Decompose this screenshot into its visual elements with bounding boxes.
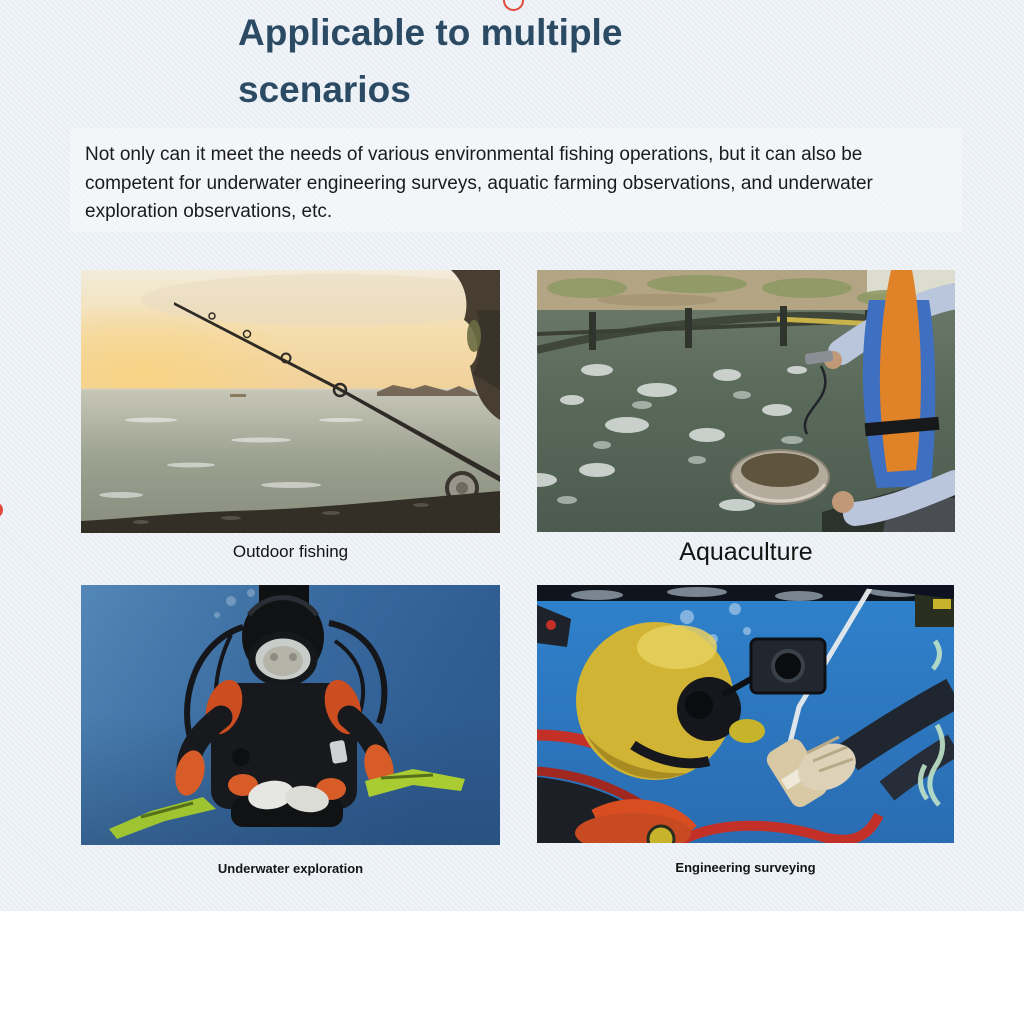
underwater-exploration-photo: [81, 585, 500, 845]
gallery-item-outdoor-fishing: [81, 270, 500, 562]
caption-engineering-surveying: Engineering surveying: [675, 860, 816, 875]
bottom-spacer: [0, 911, 1024, 1016]
aquaculture-photo: [537, 270, 955, 532]
caption-aquaculture: Aquaculture: [679, 538, 813, 566]
page-title: [238, 4, 622, 118]
caption-underwater-exploration: Underwater exploration: [217, 861, 364, 876]
engineering-surveying-photo: [537, 585, 954, 843]
gallery-item-engineering-surveying: [537, 585, 954, 875]
gallery-item-aquaculture: [537, 270, 955, 567]
gallery-item-underwater-exploration: [81, 585, 500, 876]
caption-outdoor-fishing: Outdoor fishing: [232, 542, 349, 561]
outdoor-fishing-photo: [81, 270, 500, 533]
intro-line: Not only can it meet the needs of various environmental fishing operations, but it can also be: [85, 144, 863, 165]
intro-paragraph: [85, 141, 965, 227]
page-title-line2: scenarios: [238, 69, 411, 110]
intro-line: competent for underwater engineering surveys, aquatic farming observations, and underwater: [85, 172, 873, 194]
page-title-line1: Applicable to multiple: [238, 12, 623, 53]
intro-line: exploration observations, etc.: [85, 201, 333, 222]
